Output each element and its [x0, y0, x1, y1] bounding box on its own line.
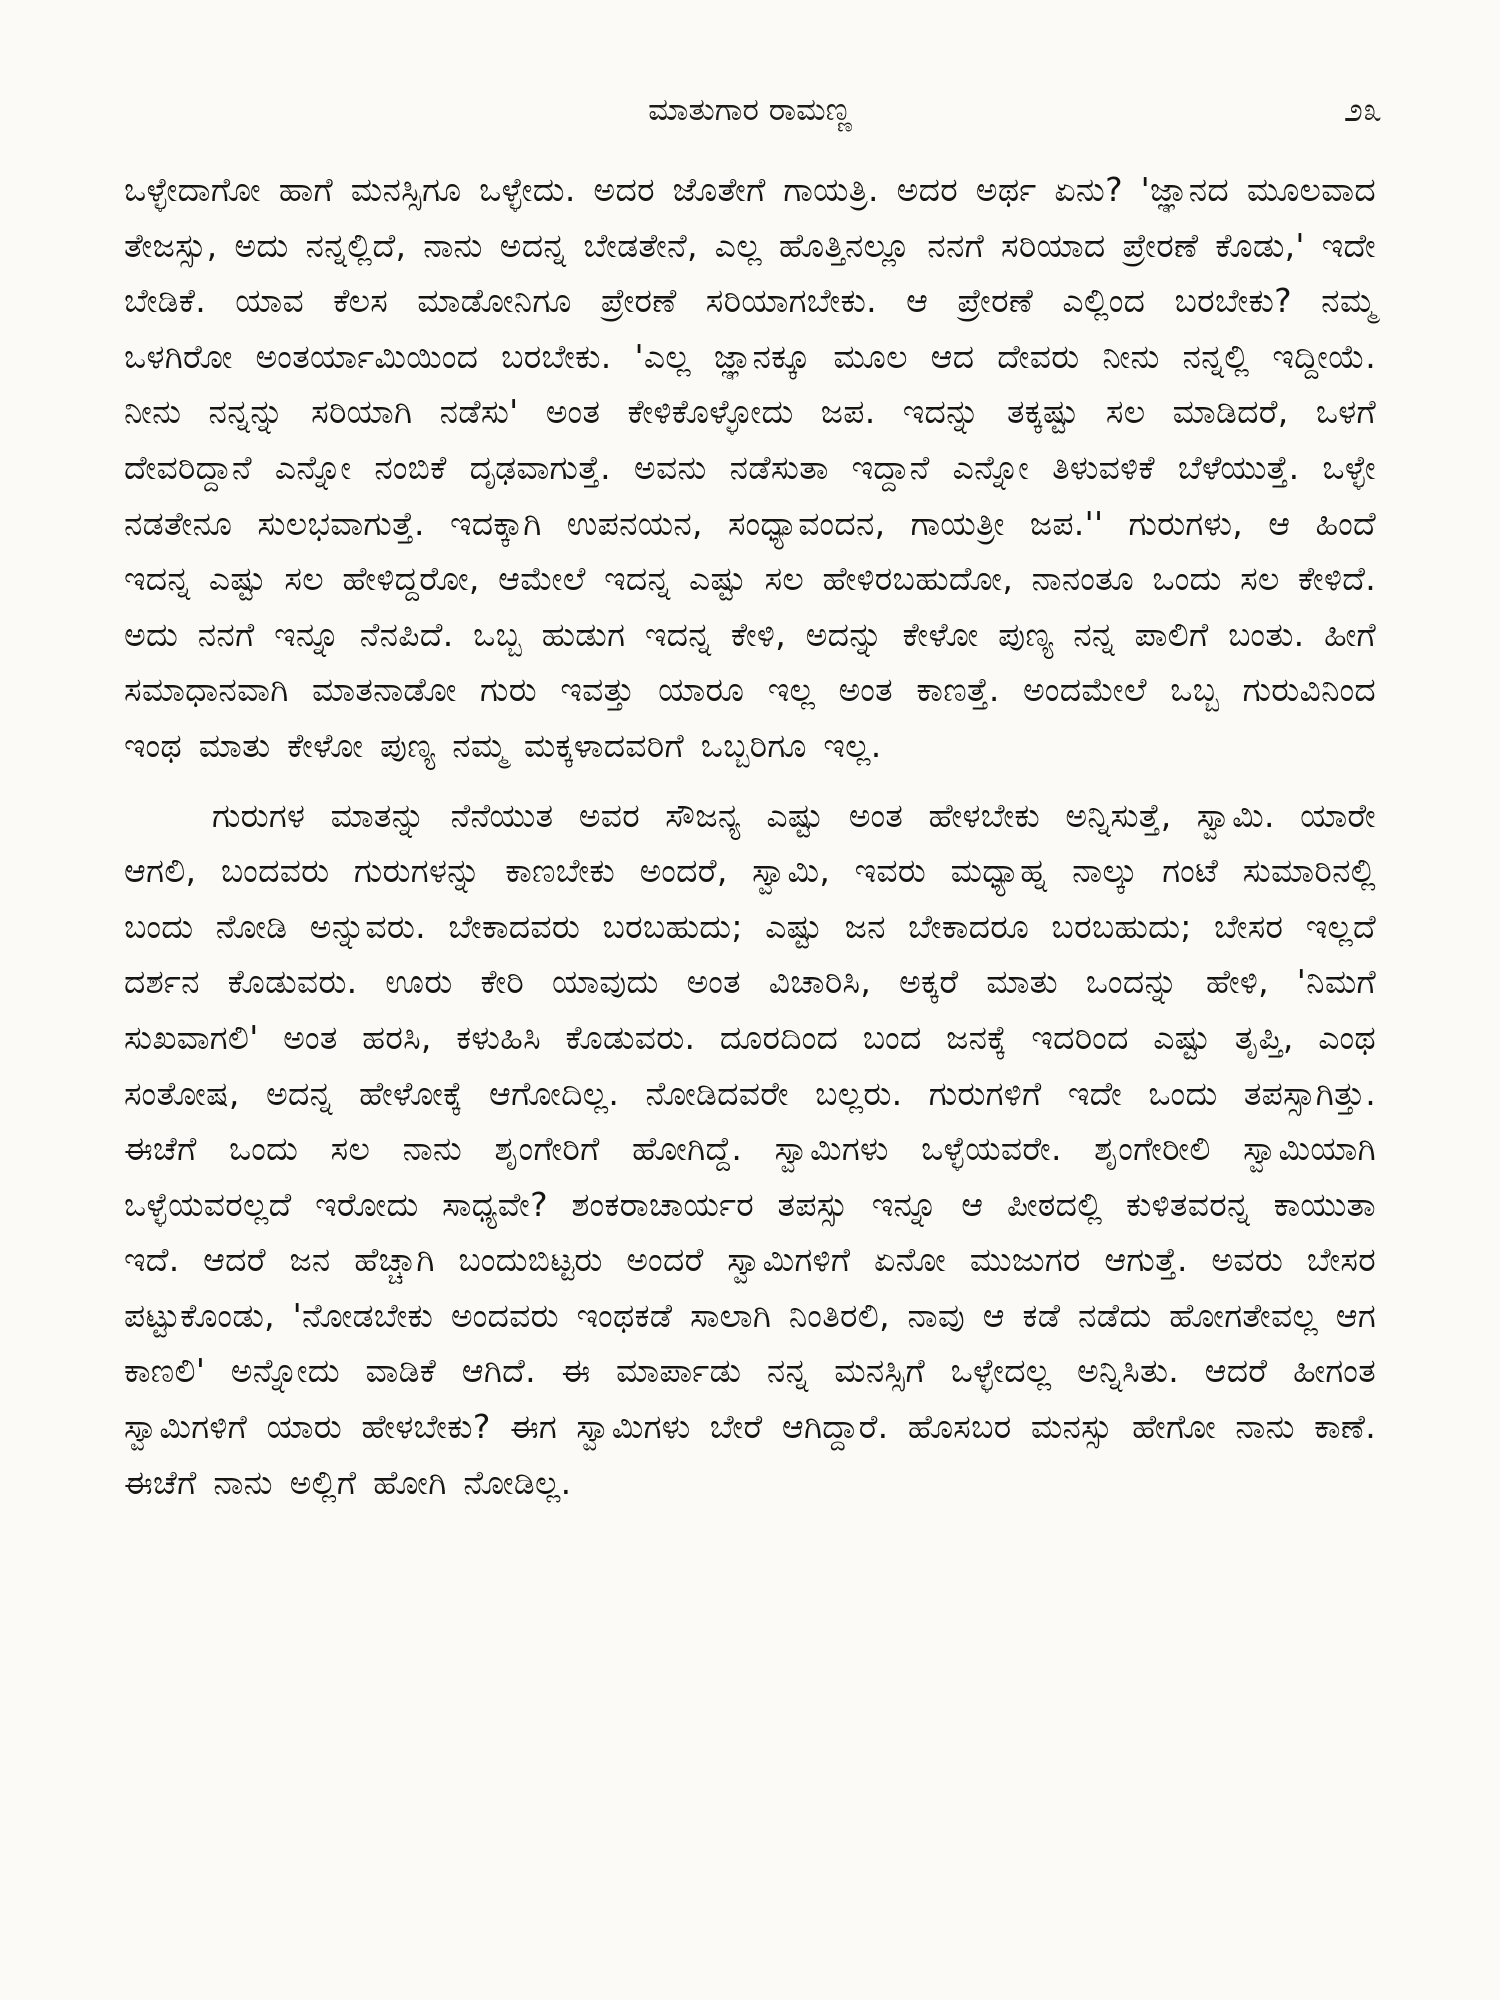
- paragraph-2: ಗುರುಗಳ ಮಾತನ್ನು ನೆನೆಯುತ ಅವರ ಸೌಜನ್ಯ ಎಷ್ಟು ಅಂತ ಹೇಳಬೇಕು ಅನ್ನಿಸುತ್ತೆ, ಸ್ವಾಮಿ. ಯಾರೇ ಆಗಲಿ, ಬಂದವರು ಗುರುಗಳನ್ನು ಕಾಣಬೇಕು ಅಂದರೆ, ಸ್ವಾಮಿ, ಇವರು ಮಧ್ಯಾಹ್ನ ನಾಲ್ಕು ಗಂಟೆ ಸುಮಾರಿನಲ್ಲಿ ಬಂದು ನೋಡಿ ಅನ್ನುವರು. ಬೇಕಾದವರು ಬರಬಹುದು; ಎಷ್ಟು ಜನ ಬೇಕಾದರೂ ಬರಬಹುದು; ಬೇಸರ ಇಲ್ಲದೆ ದರ್ಶನ ಕೊಡುವರು. ಊರು ಕೇರಿ ಯಾವುದು ಅಂತ ವಿಚಾರಿಸಿ, ಅಕ್ಕರೆ ಮಾತು ಒಂದನ್ನು ಹೇಳಿ, 'ನಿಮಗೆ ಸುಖವಾಗಲಿ' ಅಂತ ಹರಸಿ, ಕಳುಹಿಸಿ ಕೊಡುವರು. ದೂರದಿಂದ ಬಂದ ಜನಕ್ಕೆ ಇದರಿಂದ ಎಷ್ಟು ತೃಪ್ತಿ, ಎಂಥ ಸಂತೋಷ, ಅದನ್ನ ಹೇಳೋಕ್ಕೆ ಆಗೋದಿಲ್ಲ. ನೋಡಿದವರೇ ಬಲ್ಲರು. ಗುರುಗಳಿಗೆ ಇದೇ ಒಂದು ತಪಸ್ಸಾಗಿತ್ತು. ಈಚೆಗೆ ಒಂದು ಸಲ ನಾನು ಶೃಂಗೇರಿಗೆ ಹೋಗಿದ್ದೆ. ಸ್ವಾಮಿಗಳು ಒಳ್ಳೆಯವರೇ. ಶೃಂಗೇರೀಲಿ ಸ್ವಾಮಿಯಾಗಿ ಒಳ್ಳೆಯವರಲ್ಲದೆ ಇರೋದು ಸಾಧ್ಯವೇ? ಶಂಕರಾಚಾರ್ಯರ ತಪಸ್ಸು ಇನ್ನೂ ಆ ಪೀಠದಲ್ಲಿ ಕುಳಿತವರನ್ನ ಕಾಯುತಾ ಇದೆ. ಆದರೆ ಜನ ಹೆಚ್ಚಾಗಿ ಬಂದುಬಿಟ್ಟರು ಅಂದರೆ ಸ್ವಾಮಿಗಳಿಗೆ ಏನೋ ಮುಜುಗರ ಆಗುತ್ತೆ. ಅವರು ಬೇಸರ ಪಟ್ಟುಕೊಂಡು, 'ನೋಡಬೇಕು ಅಂದವರು ಇಂಥಕಡೆ ಸಾಲಾಗಿ ನಿಂತಿರಲಿ, ನಾವು ಆ ಕಡೆ ನಡೆದು ಹೋಗತೇವಲ್ಲ ಆಗ ಕಾಣಲಿ' ಅನ್ನೋದು ವಾಡಿಕೆ ಆಗಿದೆ. ಈ ಮಾರ್ಪಾಡು ನನ್ನ ಮನಸ್ಸಿಗೆ ಒಳ್ಳೇದಲ್ಲ ಅನ್ನಿಸಿತು. ಆದರೆ ಹೀಗಂತ ಸ್ವಾಮಿಗಳಿಗೆ ಯಾರು ಹೇಳಬೇಕು? ಈಗ ಸ್ವಾಮಿಗಳು ಬೇರೆ ಆಗಿದ್ದಾರೆ. ಹೊಸಬರ ಮನಸ್ಸು ಹೇಗೋ ನಾನು ಕಾಣೆ. ಈಚೆಗೆ ನಾನು ಅಲ್ಲಿಗೆ ಹೋಗಿ ನೋಡಿಲ್ಲ.: [124, 795, 1376, 1502]
- body-text: [124, 162, 1376, 1510]
- page-number: ೨೩: [1343, 90, 1382, 130]
- running-title: ಮಾತುಗಾರ ರಾಮಣ್ಣ: [648, 92, 852, 128]
- paragraph-1: ಒಳ್ಳೇದಾಗೋ ಹಾಗೆ ಮನಸ್ಸಿಗೂ ಒಳ್ಳೇದು. ಅದರ ಜೊತೇಗೆ ಗಾಯತ್ರಿ. ಅದರ ಅರ್ಥ ಏನು? 'ಜ್ಞಾನದ ಮೂಲವಾದ ತೇಜಸ್ಸು, ಅದು ನನ್ನಲ್ಲಿದೆ, ನಾನು ಅದನ್ನ ಬೇಡತೇನೆ, ಎಲ್ಲ ಹೊತ್ತಿನಲ್ಲೂ ನನಗೆ ಸರಿಯಾದ ಪ್ರೇರಣೆ ಕೊಡು,' ಇದೇ ಬೇಡಿಕೆ. ಯಾವ ಕೆಲಸ ಮಾಡೋನಿಗೂ ಪ್ರೇರಣೆ ಸರಿಯಾಗಬೇಕು. ಆ ಪ್ರೇರಣೆ ಎಲ್ಲಿಂದ ಬರಬೇಕು? ನಮ್ಮ ಒಳಗಿರೋ ಅಂತರ್ಯಾಮಿಯಿಂದ ಬರಬೇಕು. 'ಎಲ್ಲ ಜ್ಞಾನಕ್ಕೂ ಮೂಲ ಆದ ದೇವರು ನೀನು ನನ್ನಲ್ಲಿ ಇದ್ದೀಯೆ. ನೀನು ನನ್ನನ್ನು ಸರಿಯಾಗಿ ನಡೆಸು' ಅಂತ ಕೇಳಿಕೊಳ್ಳೋದು ಜಪ. ಇದನ್ನು ತಕ್ಕಷ್ಟು ಸಲ ಮಾಡಿದರೆ, ಒಳಗೆ ದೇವರಿದ್ದಾನೆ ಎನ್ನೋ ನಂಬಿಕೆ ದೃಢವಾಗುತ್ತೆ. ಅವನು ನಡೆಸುತಾ ಇದ್ದಾನೆ ಎನ್ನೋ ತಿಳುವಳಿಕೆ ಬೆಳೆಯುತ್ತೆ. ಒಳ್ಳೇ ನಡತೇನೂ ಸುಲಭವಾಗುತ್ತೆ. ಇದಕ್ಕಾಗಿ ಉಪನಯನ, ಸಂಧ್ಯಾವಂದನ, ಗಾಯತ್ರೀ ಜಪ.'' ಗುರುಗಳು, ಆ ಹಿಂದೆ ಇದನ್ನ ಎಷ್ಟು ಸಲ ಹೇಳಿದ್ದರೋ, ಆಮೇಲೆ ಇದನ್ನ ಎಷ್ಟು ಸಲ ಹೇಳಿರಬಹುದೋ, ನಾನಂತೂ ಒಂದು ಸಲ ಕೇಳಿದೆ. ಅದು ನನಗೆ ಇನ್ನೂ ನೆನಪಿದೆ. ಒಬ್ಬ ಹುಡುಗ ಇದನ್ನ ಕೇಳಿ, ಅದನ್ನು ಕೇಳೋ ಪುಣ್ಯ ನನ್ನ ಪಾಲಿಗೆ ಬಂತು. ಹೀಗೆ ಸಮಾಧಾನವಾಗಿ ಮಾತನಾಡೋ ಗುರು ಇವತ್ತು ಯಾರೂ ಇಲ್ಲ ಅಂತ ಕಾಣತ್ತೆ. ಅಂದಮೇಲೆ ಒಬ್ಬ ಗುರುವಿನಿಂದ ಇಂಥ ಮಾತು ಕೇಳೋ ಪುಣ್ಯ ನಮ್ಮ ಮಕ್ಕಳಾದವರಿಗೆ ಒಬ್ಬರಿಗೂ ಇಲ್ಲ.: [124, 170, 1376, 765]
- page-header: [0, 84, 1500, 144]
